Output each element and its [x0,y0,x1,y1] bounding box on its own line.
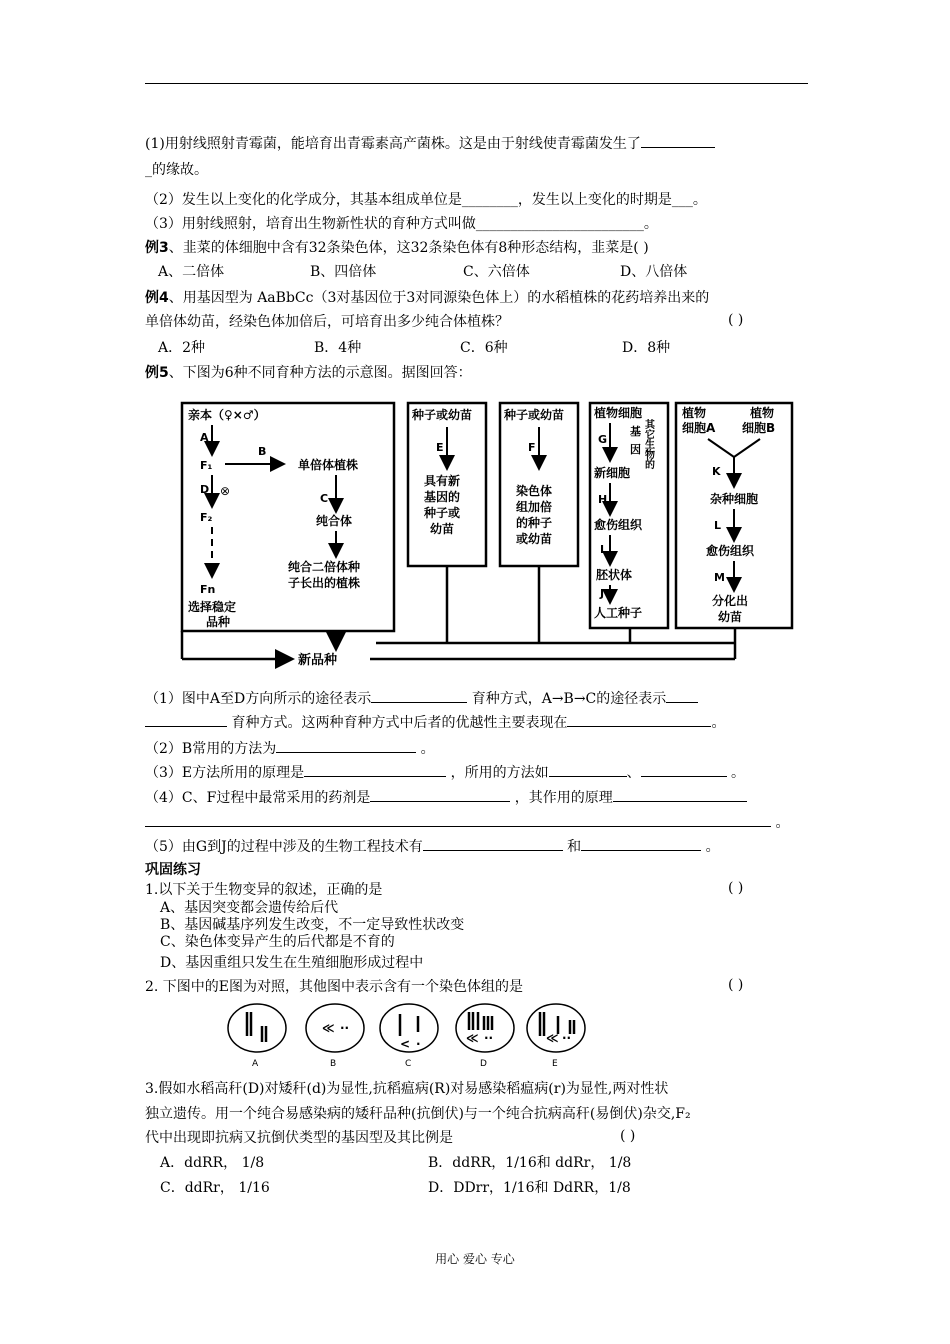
practice-q1-option-d: D、基因重组只发生在生殖细胞形成过程中 [160,955,424,971]
new-gene-label-4: 幼苗 [430,522,455,536]
new-gene-label-3: 种子或 [424,506,461,520]
svg-text:··: ·· [562,1031,572,1045]
step-b-label: B [258,445,267,458]
q1-line1: (1)用射线照射青霉菌，能培育出青霉素高产菌株。这是由于射线使青霉菌发生了 [145,133,810,154]
callus-label-1: 愈伤组织 [594,518,643,532]
practice-q1-paren: ( ) [728,880,744,896]
practice-title: 巩固练习 [145,862,201,878]
step-g-label: G [598,433,608,446]
seedling-label: 幼苗 [718,610,743,624]
cell-a-label: A [252,1059,259,1069]
svg-text:≪: ≪ [546,1031,559,1045]
polyploid-label-2: 组加倍 [516,500,553,514]
step-l-label: L [714,519,722,532]
diploid-seed-label: 纯合二倍体种 [288,560,361,574]
haploid-plant-label: 单倍体植株 [298,458,359,472]
step-h-label: H [598,493,608,506]
new-variety-label: 新品种 [298,653,338,668]
svg-text:<: < [400,1037,411,1051]
ex5-q3: （3）E方法所用的原理是 ，所用的方法如 、 。 [145,762,810,783]
ex5-q4-continued: 。 [145,812,810,833]
header-rule [145,83,808,84]
select-stable-label: 选择稳定 [188,600,237,614]
practice-q3-option-b: B．ddRR，1/16和 ddRr， 1/8 [428,1155,632,1171]
q1-line4: （3）用射线照射，培育出生物新性状的育种方式叫做________________________。 [145,216,658,232]
new-gene-label-2: 基因的 [424,490,461,504]
step-e-label: E [436,441,444,454]
embryoid-label: 胚状体 [596,568,633,582]
step-i-label: I [600,543,605,556]
other-organism-label: 其它生物的 [642,419,654,469]
svg-text:≪: ≪ [466,1031,479,1045]
step-f-label: F [528,441,536,454]
plant-cell-b-label-2: 细胞B [742,421,776,435]
ex5-q1-line1: （1）图中A至D方向所示的途径表示 育种方式，A→B→C的途径表示 [145,688,810,709]
seed-seedling-label-1: 种子或幼苗 [412,408,473,422]
step-k-label: K [712,465,721,478]
plant-cell-b-label-1: 植物 [750,406,775,420]
f1-label: F₁ [200,459,213,472]
step-d-label: D [200,483,210,496]
differentiate-label: 分化出 [712,594,749,608]
plant-cell-label: 植物细胞 [594,406,643,420]
practice-q3-option-a: A．ddRR， 1/8 [160,1155,265,1171]
diploid-plant-label: 子长出的植株 [288,576,361,590]
q1-line2: _的缘故。 [145,162,208,178]
practice-q3-line1: 3.假如水稻高秆(D)对矮秆(d)为显性,抗稻瘟病(R)对易感染稻瘟病(r)为显性,两对性状 [145,1081,669,1097]
practice-q1-option-c: C、染色体变异产生的后代都是不育的 [160,934,395,950]
callus-label-2: 愈伤组织 [706,544,755,558]
cell-c-label: C [405,1059,412,1069]
practice-q3-option-c: C．ddRr， 1/16 [160,1180,270,1196]
svg-text:··: ·· [484,1031,494,1045]
practice-q3-line2: 独立遗传。用一个纯合易感染病的矮秆品种(抗倒伏)与一个纯合抗病高秆(易倒伏)杂交,F₂ [145,1106,691,1122]
gene-label-2: 因 [630,443,641,456]
example3-question: 例3、韭菜的体细胞中含有32条染色体，这32条染色体有8种形态结构，韭菜是( ) [145,240,649,256]
polyploid-label-1: 染色体 [516,484,553,498]
f2-label: F₂ [200,511,213,524]
variety-label: 品种 [206,615,231,629]
parents-label: 亲本（♀×♂） [188,408,266,422]
homozygote-label: 纯合体 [316,514,353,528]
plant-cell-a-label-1: 植物 [682,406,707,420]
svg-text:··: ·· [340,1021,350,1035]
ex5-q5: （5）由G到J的过程中涉及的生物工程技术有 和 。 [145,836,810,857]
practice-q3-paren: ( ) [620,1128,636,1144]
plant-cell-a-label-2: 细胞A [682,421,716,435]
seed-seedling-label-2: 种子或幼苗 [504,408,565,422]
new-gene-label-1: 具有新 [424,474,461,488]
step-m-label: M [714,571,725,584]
conventional-hybrid-box [182,403,394,631]
breeding-diagram [170,395,800,680]
artificial-seed-label: 人工种子 [594,606,643,620]
step-j-label: J [600,587,605,600]
ex5-q1-line2: 育种方式。这两种育种方式中后者的优越性主要表现在 。 [145,712,810,733]
example4-line2: 单倍体幼苗，经染色体加倍后，可培育出多少纯合体植株？ [145,314,509,330]
q1-line3: （2）发生以上变化的化学成分，其基本组成单位是________，发生以上变化的时期是___。 [145,192,707,208]
ex5-q2: （2）B常用的方法为 。 [145,738,810,759]
fn-label: Fn [200,583,216,596]
example5-question: 例5、下图为6种不同育种方法的示意图。据图回答： [145,365,472,381]
practice-q3-option-d: D．DDrr，1/16和 DdRR，1/8 [428,1180,631,1196]
practice-q1-option-a: A、基因突变都会遗传给后代 [160,900,339,916]
svg-text:≪: ≪ [322,1021,335,1035]
new-cell-label: 新细胞 [594,466,631,480]
practice-q1: 1.以下关于生物变异的叙述，正确的是 [145,882,383,898]
step-c-label: C [320,492,329,505]
cell-b-label: B [330,1059,337,1069]
polyploid-label-4: 或幼苗 [516,532,553,546]
practice-q3-line3: 代中出现即抗病又抗倒伏类型的基因型及其比例是 [145,1130,453,1146]
example4-answer-paren: ( ) [728,312,744,328]
practice-q2: 2. 下图中的E图为对照，其他图中表示含有一个染色体组的是 [145,979,524,995]
haploid-breeding-box [288,457,418,627]
practice-q1-option-b: B、基因碱基序列发生改变，不一定导致性状改变 [160,917,465,933]
practice-q2-paren: ( ) [728,977,744,993]
page-footer: 用心 爱心 专心 [435,1252,515,1266]
example4-line1: 例4、用基因型为 AaBbCc（3对基因位于3对同源染色体上）的水稻植株的花药培养出来的 [145,290,710,306]
svg-text:·: · [416,1037,421,1051]
cell-d-label: D [480,1059,487,1069]
chromosome-cells-figure [222,1000,602,1072]
hybrid-cell-label: 杂种细胞 [710,492,759,506]
ex5-q4: （4）C、F过程中最常采用的药剂是 ，其作用的原理 [145,787,810,808]
gene-label-1: 基 [630,425,641,438]
polyploid-label-3: 的种子 [516,516,553,530]
cell-e-label: E [552,1059,558,1069]
selfing-symbol: ⊗ [220,484,231,498]
step-a-label: A [200,431,209,444]
